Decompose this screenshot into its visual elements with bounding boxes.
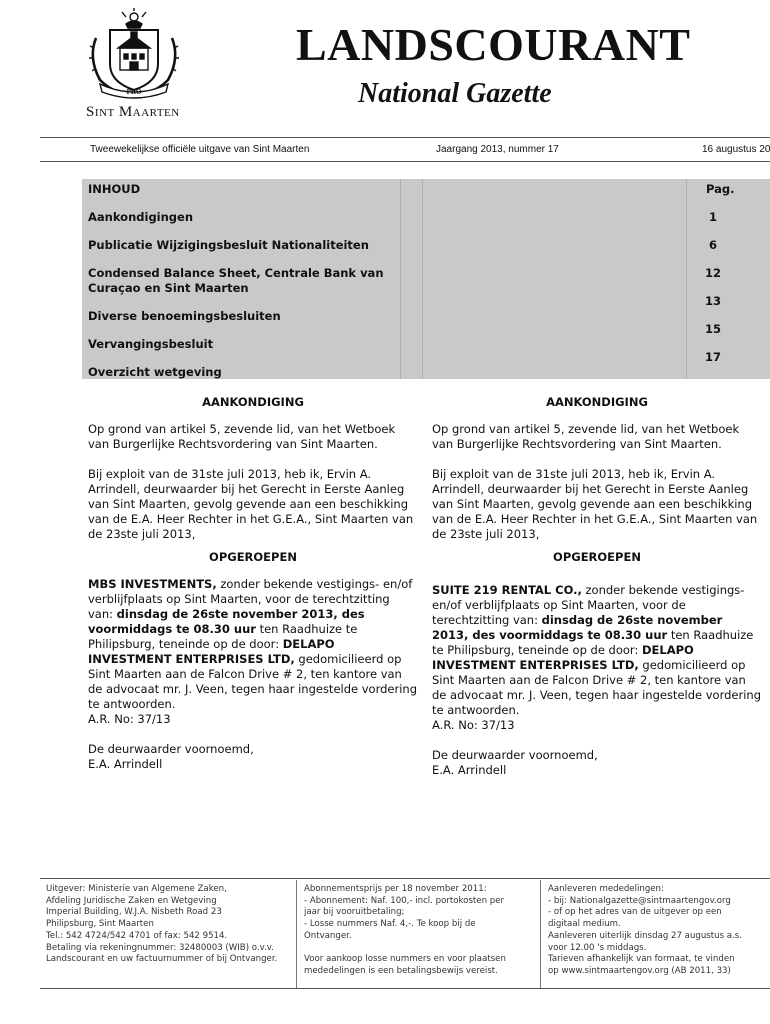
toc-item-page: 13 — [705, 294, 722, 308]
footer-publisher — [46, 884, 277, 966]
footer-line: Betaling via rekeningnummer: 32480003 (WIB) o.v.v. — [46, 942, 274, 953]
toc-item-page: 1 — [709, 210, 718, 224]
footer-line: digitaal medium. — [548, 919, 621, 930]
hearing-date: dinsdag de 26ste november 2013, des voormiddags te 08.30 uur — [432, 613, 723, 642]
article-paragraph: Bij exploit van de 31ste juli 2013, heb ik, Ervin A. Arrindell, deurwaarder bij het Gerecht in Eerste Aanleg van Sint Maarten, gevolg gevende aan een beschikking van de E.A. Heer Rechter in het G.E.A., Sint Maarten van de 23ste juli 2013, — [432, 467, 758, 541]
crest-caption: Sint Maarten — [86, 104, 180, 120]
footer-line: voor 12.00 's middags. — [548, 942, 647, 953]
footer-line: Landscourant en uw factuurnummer of bij Ontvanger. — [46, 954, 278, 965]
table-of-contents — [82, 179, 770, 379]
toc-divider — [422, 179, 423, 379]
article-heading: AANKONDIGING — [546, 395, 648, 409]
article-left — [88, 422, 418, 542]
article-subheading: OPGEROEPEN — [553, 550, 641, 564]
toc-item-page: 15 — [705, 322, 722, 336]
toc-item-label[interactable]: Vervangingsbesluit — [88, 337, 214, 351]
article-paragraph: Op grond van artikel 5, zevende lid, van het Wetboek van Burgerlijke Rechtsvordering van Sint Maarten. — [432, 422, 740, 451]
footer-submissions — [548, 884, 742, 978]
toc-divider — [400, 179, 401, 379]
toc-item-page: 12 — [705, 266, 722, 280]
coat-of-arms-icon — [82, 8, 186, 100]
toc-item-page: 17 — [705, 350, 722, 364]
toc-item-page: 6 — [709, 238, 718, 252]
toc-page-header: Pag. — [706, 182, 735, 196]
article-paragraph: Op grond van artikel 5, zevende lid, van het Wetboek van Burgerlijke Rechtsvordering van Sint Maarten. — [88, 422, 396, 451]
summons-text: ten Raadhuize te Philipsburg, teneinde op de door: — [88, 622, 358, 651]
toc-item-label[interactable]: Condensed Balance Sheet, Centrale Bank van Curaçao en Sint Maarten — [88, 266, 384, 295]
edition-description: Tweewekelijkse officiële uitgave van Sint Maarten — [90, 144, 310, 155]
summons-text: ten Raadhuize te Philipsburg, teneinde op de door: — [432, 628, 754, 657]
footer-line: Aanleveren mededelingen: — [548, 884, 664, 894]
hearing-date: dinsdag de 26ste november 2013, des voormiddags te 08.30 uur — [88, 607, 365, 636]
footer-line: - of op het adres van de uitgever op een — [548, 907, 722, 918]
summoned-party: MBS INVESTMENTS, — [88, 577, 217, 591]
toc-divider — [686, 179, 687, 379]
summons-text: zonder bekende vestigings- en/of verblijfplaats op Sint Maarten, voor de terechtzitting van: — [88, 577, 413, 621]
footer-subscription — [304, 884, 506, 978]
article-paragraph: Bij exploit van de 31ste juli 2013, heb ik, Ervin A. Arrindell, deurwaarder bij het Gerecht in Eerste Aanleg van Sint Maarten, gevolg gevende aan een beschikking van de E.A. Heer Rechter in het G.E.A., Sint Maarten van de 23ste juli 2013, — [88, 467, 414, 541]
article-right — [432, 422, 762, 542]
summoned-party: SUITE 219 RENTAL CO., — [432, 583, 582, 597]
footer-line: Tel.: 542 4724/542 4701 of fax: 542 9514. — [46, 930, 228, 941]
signature-line: De deurwaarder voornoemd, — [432, 748, 598, 762]
toc-item-label[interactable]: Aankondigingen — [88, 210, 194, 224]
footer-line: - Losse nummers Naf. 4,-. Te koop bij de — [304, 919, 476, 930]
header-divider — [40, 137, 770, 138]
summons-text: gedomicilieerd op Sint Maarten aan de Falcon Drive # 2, ten kantore van de advocaat mr. J. Veen, tegen haar ingestelde vordering te antwoorden. — [432, 658, 761, 717]
plaintiff-name: DELAPO INVESTMENT ENTERPRISES LTD, — [88, 637, 335, 666]
footer-divider — [40, 878, 770, 879]
footer-line: Philipsburg, Sint Maarten — [46, 919, 154, 930]
footer-line: Aanleveren uiterlijk dinsdag 27 augustus a.s. — [548, 930, 743, 941]
edition-date: 16 augustus 20 — [702, 144, 770, 155]
footer-line: - Abonnement: Naf. 100,- incl. portokosten per — [304, 895, 505, 906]
footer-line: jaar bij vooruitbetaling; — [304, 907, 405, 918]
footer-line: Voor aankoop losse nummers en voor plaatsen — [304, 954, 506, 965]
article-heading: AANKONDIGING — [202, 395, 304, 409]
signature-name: E.A. Arrindell — [432, 763, 507, 777]
footer-line: Ontvanger. — [304, 930, 352, 941]
article-subheading: OPGEROEPEN — [209, 550, 297, 564]
toc-item-label[interactable]: Publicatie Wijzigingsbesluit Nationaliteiten — [88, 238, 369, 252]
summons-text: gedomicilieerd op Sint Maarten aan de Falcon Drive # 2, ten kantore van de advocaat mr. J. Veen, tegen haar ingestelde vordering te antwoorden. — [88, 652, 417, 711]
infobar-divider — [40, 161, 770, 162]
page-subtitle: National Gazette — [358, 78, 552, 109]
footer-column-divider — [540, 880, 541, 988]
footer-line: op www.sintmaartengov.org (AB 2011, 33) — [548, 965, 731, 976]
toc-item-label[interactable]: Overzicht wetgeving — [88, 365, 222, 379]
toc-header: INHOUD — [88, 182, 141, 196]
edition-number: Jaargang 2013, nummer 17 — [436, 144, 559, 155]
crest-motto: PRO — [126, 88, 142, 96]
summons-left — [88, 577, 418, 772]
summons-text: zonder bekende vestigings- en/of verblijfplaats op Sint Maarten, voor de terechtzitting van: — [432, 583, 745, 627]
plaintiff-name: DELAPO INVESTMENT ENTERPRISES LTD, — [432, 643, 694, 672]
footer-line: Abonnementsprijs per 18 november 2011: — [304, 884, 487, 894]
footer-line — [304, 943, 506, 955]
case-number: A.R. No: 37/13 — [88, 712, 171, 726]
page-title: LANDSCOURANT — [296, 19, 691, 70]
signature-name: E.A. Arrindell — [88, 757, 163, 771]
footer-line: Tarieven afhankelijk van formaat, te vinden — [548, 954, 735, 965]
footer-line: mededelingen is een betalingsbewijs vereist. — [304, 965, 498, 976]
summons-right — [432, 583, 762, 778]
case-number: A.R. No: 37/13 — [432, 718, 515, 732]
footer-column-divider — [296, 880, 297, 988]
footer-line: Uitgever: Ministerie van Algemene Zaken, — [46, 884, 227, 894]
footer-line: Afdeling Juridische Zaken en Wetgeving — [46, 895, 217, 906]
footer-line: - bij: Nationalgazette@sintmaartengov.org — [548, 895, 731, 906]
footer-bottom-divider — [40, 988, 770, 989]
signature-line: De deurwaarder voornoemd, — [88, 742, 254, 756]
footer-line: Imperial Building, W.J.A. Nisbeth Road 23 — [46, 907, 222, 918]
toc-item-label[interactable]: Diverse benoemingsbesluiten — [88, 309, 281, 323]
